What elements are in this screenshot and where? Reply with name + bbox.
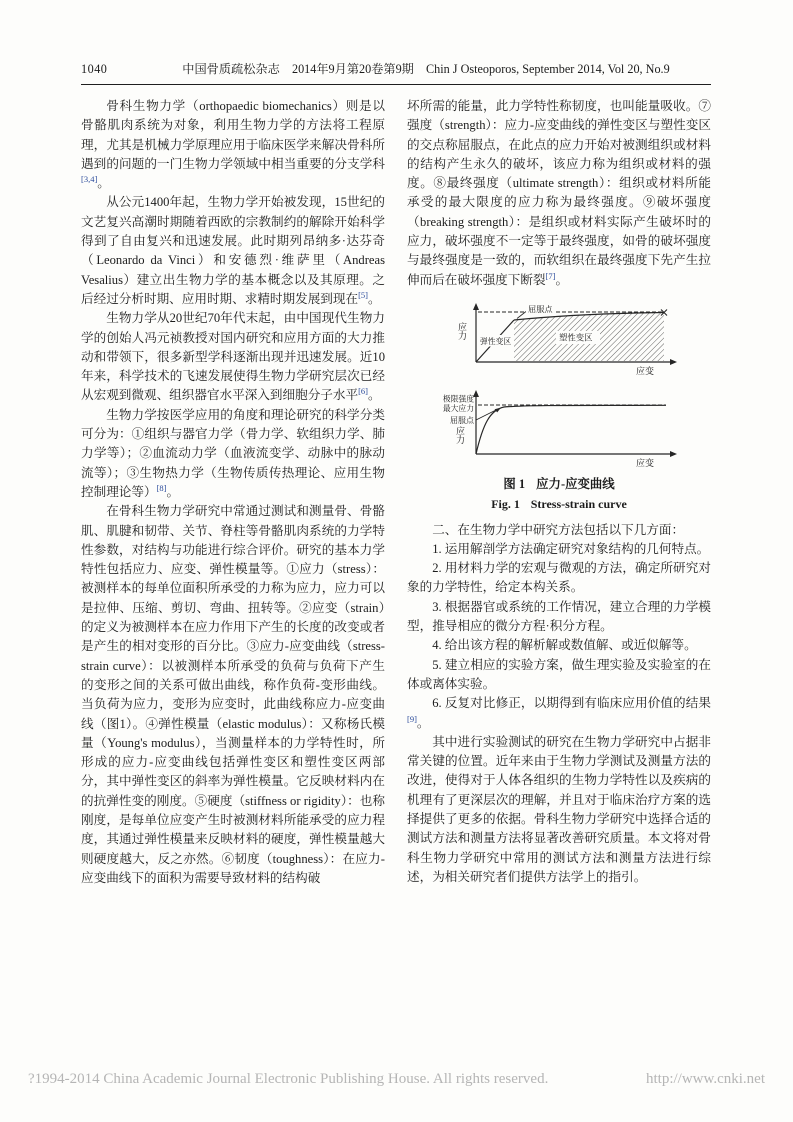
top-x-axis-arrow	[670, 359, 677, 365]
section-heading-methods: 二、在生物力学中研究方法包括以下几方面：	[432, 522, 685, 537]
top-x-axis-label: 应变	[636, 365, 655, 376]
bottom-ultimate-label: 极限强度	[442, 394, 474, 404]
figure-caption-cn-title: 应力-应变曲线	[536, 476, 615, 491]
page-number: 1040	[81, 62, 108, 76]
method-item-2: 2. 用材料力学的宏观与微观的方法，确定所研究对象的力学特性，给定本构关系。	[407, 561, 711, 595]
bottom-yield-arrowhead	[495, 408, 502, 413]
figure-caption-en	[407, 495, 711, 514]
header-rule	[81, 84, 711, 85]
top-yield-label: 屈服点	[528, 304, 553, 314]
paragraph-continuation: 坏所需的能量，此力学特性称韧度，也叫能量吸收。⑦强度（strength）：应力-应变曲线的弹性变区与塑性变区的交点称屈服点，在此点的应力开始对被测组织或材料的结构产生永久的破坏，该应力称为组织或材料的强度。⑧最终强度（ultimate strength）：组织或材料所能承受的最大限度的应力称为最终强度。⑨破坏强度（breaking strength）：是组织或材料实际产生破坏时的应力，破坏强度不一定等于最终强度，如骨的破坏强度与最终强度是一致的，而软组织在最终强度下先产生拉伸而后在破坏强度下断裂[7]。	[407, 99, 711, 287]
page-header	[81, 60, 711, 77]
paragraph-classification: 生物力学按医学应用的角度和理论研究的科学分类可分为：①组织与器官力学（骨力学、软组织力学、肺力学等）；②血流动力学（血液流变学、动脉中的脉动流等）；③生物热力学（生物传质传热理论、应用生物控制理论等）[8]。	[81, 407, 385, 499]
figure-caption-en-label: Fig. 1	[491, 497, 520, 512]
bottom-x-axis-arrow	[670, 451, 677, 457]
method-item-6: 6. 反复对比修正，以期得到有临床应用价值的结果[9]。	[407, 696, 711, 730]
top-stress-strain-plot	[457, 303, 677, 376]
figure-1	[407, 300, 711, 515]
top-y-axis-arrow	[473, 303, 479, 310]
figure-caption-en-title: Stress-strain curve	[530, 497, 627, 512]
paragraph-modern-development: 生物力学从20世纪70年代末起，由中国现代生物力学的创始人冯元祯教授对国内研究和应用方面的大力推动和带领下，很多新型学科逐渐出现并迅速发展。近10年来，科学技术的飞速发展使得生物力学研究层次已经从宏观到微观、组织器官水平深入到细胞分子水平[6]。	[81, 311, 385, 403]
two-column-layout	[81, 97, 711, 888]
paragraph-conclusion: 其中进行实验测试的研究在生物力学研究中占据非常关键的位置。近年来由于生物力学测试及测量方法的改进，使得对于人体各组织的生物力学特性以及疾病的机理有了更深层次的理解，并且对于临床治疗方案的选择提供了更多的依据。骨科生物力学研究中选择合适的测试方法和测量方法将显著改善研究质量。本文将对骨科生物力学研究中常用的测试方法和测量方法进行综述，为相关研究者们提供方法学上的指引。	[407, 734, 711, 884]
copyright-text: ?1994-2014 China Academic Journal Electronic Publishing House. All rights reserved.	[28, 1071, 549, 1087]
watermark-footer	[28, 1071, 765, 1088]
bottom-stress-strain-plot	[443, 390, 677, 468]
left-column	[81, 97, 385, 888]
figure-caption-cn	[407, 475, 711, 494]
method-item-3: 3. 根据器官或系统的工作情况，建立合理的力学模型，推导相应的微分方程·积分方程。	[407, 599, 711, 634]
method-item-1: 1. 运用解剖学方法确定研究对象结构的几何特点。	[432, 541, 710, 556]
bottom-curve	[476, 405, 666, 454]
paragraph-intro-biomechanics: 骨科生物力学（orthopaedic biomechanics）则是以骨骼肌肉系统为对象，利用生物力学的方法将工程原理，尤其是机械力学原理应用于临床医学来解决骨科所遇到的问题的一门生物力学领域中相当重要的分支学科[3,4]。	[81, 99, 385, 191]
bottom-x-axis-label: 应变	[636, 457, 655, 468]
cnki-url: http://www.cnki.net	[645, 1071, 765, 1087]
bottom-yield-leader-line	[476, 409, 498, 420]
method-item-4: 4. 给出该方程的解析解或数值解、或近似解等。	[432, 638, 697, 653]
top-plastic-label: 塑性变区	[559, 333, 593, 343]
bottom-y-axis-label: 应力	[455, 425, 465, 444]
bottom-max-stress-label: 最大应力	[442, 403, 474, 413]
stress-strain-figure	[430, 300, 688, 470]
method-item-5: 5. 建立相应的实验方案，做生理实验及实验室的在体或离体实验。	[407, 657, 711, 691]
bottom-yield-label: 屈服点	[450, 415, 474, 425]
journal-citation: 中国骨质疏松杂志 2014年9月第20卷第9期 Chin J Osteoporos, September 2014, Vol 20, No.9	[182, 62, 670, 76]
figure-caption	[407, 475, 711, 515]
yield-leader-line	[517, 311, 526, 318]
figure-caption-cn-label: 图 1	[503, 476, 526, 491]
top-y-axis-label: 应力	[457, 321, 467, 340]
paragraph-history: 从公元1400年起，生物力学开始被发现，15世纪的文艺复兴高潮时期随着西欧的宗教制约的解除开始科学得到了自由复兴和迅速发展。此时期列昂纳多·达芬奇（Leonardo da Vinci）和安德烈·维萨里（Andreas Vesalius）建立出生物力学的基本概念以及其原理。之后经过分析时期、应用时期、求精时期发展到现在[5]。	[81, 195, 385, 306]
paragraph-mechanical-properties: 在骨科生物力学研究中常通过测试和测量骨、骨骼肌、肌腱和韧带、关节、脊柱等骨骼肌肉系统的力学特性参数，对结构与功能进行综合评价。研究的基本力学特性包括应力、应变、弹性模量等。①应力（stress）：被测样本的每单位面积所承受的力称为应力，应力可以是拉伸、压缩、剪切、弯曲、扭转等。②应变（strain）的定义为被测样本在应力作用下产生的长度的改变或者是产生的相对变形的百分比。③应力-应变曲线（stress-strain curve）：以被测样本所承受的负荷与负荷下产生的变形之间的关系可做出曲线，称作负荷-变形曲线。当负荷为应力，变形为应变时，此曲线称应力-应变曲线（图1）。④弹性模量（elastic modulus）：又称杨氏模量（Young's modulus），当测量样本的力学特性时，所形成的应力-应变曲线包括弹性变区和塑性变区两部分，其中弹性变区的斜率为弹性模量。它反映材料内在的抗弹性变的刚度。⑤硬度（stiffness or rigidity）：也称刚度，是每单位应变产生时被测材料所能承受的应力程度，其通过弹性模量来反映材料的硬度，弹性模量越大则硬度越大，反之亦然。⑥韧度（toughness）：在应力-应变曲线下的面积为需要导致材料的结构破	[81, 504, 385, 885]
top-elastic-label: 弹性变区	[480, 336, 512, 346]
right-column	[407, 97, 711, 888]
